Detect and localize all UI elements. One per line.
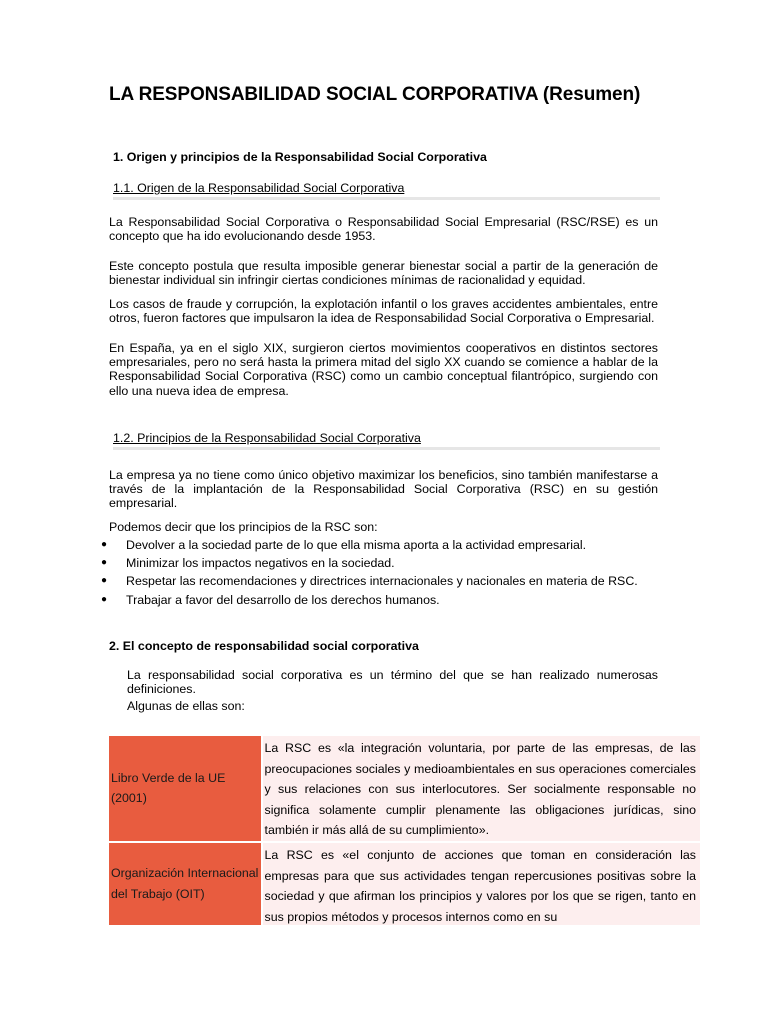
principles-list: [101, 538, 658, 611]
table-row: [109, 843, 700, 925]
list-item: [101, 593, 658, 607]
subsection-1-2-heading: [113, 431, 660, 450]
list-item: [101, 574, 658, 588]
table-row: [109, 736, 700, 841]
definition-text-cell: [263, 843, 700, 925]
definition-text: La RSC es «el conjunto de acciones que toman en consideración las empresas para que sus actividades tengan repercusiones positivas sobre la sociedad y que afirman los principios y valores por los que se rigen, tanto en sus propios métodos y procesos internos como en su: [264, 847, 696, 924]
paragraph-origin-2: Este concepto postula que resulta imposible generar bienestar social a partir de la generación de bienestar individual sin infringir ciertas condiciones mínimas de racionalidad y equidad.: [109, 259, 658, 288]
list-item: [101, 556, 658, 570]
list-item: [101, 538, 658, 552]
list-item-text: Trabajar a favor del desarrollo de los derechos humanos.: [126, 592, 440, 607]
subsection-1-1-heading: [113, 181, 660, 200]
section-2-intro: La responsabilidad social corporativa es un término del que se han realizado numerosas definiciones.: [127, 668, 658, 697]
list-item-text: Devolver a la sociedad parte de lo que ella misma aporta a la actividad empresarial.: [126, 538, 587, 552]
section-1-heading: 1. Origen y principios de la Responsabilidad Social Corporativa: [113, 150, 487, 164]
document-title: LA RESPONSABILIDAD SOCIAL CORPORATIVA (Resumen): [109, 84, 641, 105]
bullet-icon: ●: [101, 557, 108, 569]
bullet-icon: ●: [101, 539, 108, 550]
subsection-1-2-heading-text: 1.2. Principios de la Responsabilidad Social Corporativa: [113, 431, 421, 445]
definition-text: La RSC es «la integración voluntaria, por parte de las empresas, de las preocupaciones sociales y medioambientales en sus operaciones comerciales y sus relaciones con sus interlocutores. Ser socialmente responsable no significa solamente cumplir plenamente las obligaciones jurídicas, sino también ir más allá de su cumplimiento».: [263, 736, 700, 841]
section-2-heading: 2. El concepto de responsabilidad social corporativa: [109, 639, 419, 653]
definition-source: Organización Internacional del Trabajo (OIT): [109, 843, 261, 925]
principles-list-intro: Podemos decir que los principios de la RSC son:: [109, 520, 378, 534]
paragraph-principles: La empresa ya no tiene como único objetivo maximizar los beneficios, sino también manifestarse a través de la implantación de la Responsabilidad Social Corporativa (RSC) en su gestión empresarial.: [109, 468, 658, 511]
subsection-1-1-heading-text: 1.1. Origen de la Responsabilidad Social Corporativa: [113, 181, 405, 195]
paragraph-origin-1: La Responsabilidad Social Corporativa o Responsabilidad Social Empresarial (RSC/RSE) es un concepto que ha ido evolucionando desde 1953.: [109, 215, 658, 244]
section-2-intro-2: Algunas de ellas son:: [127, 699, 245, 713]
paragraph-origin-3: Los casos de fraude y corrupción, la explotación infantil o los graves accidentes ambientales, entre otros, fueron factores que impulsaron la idea de Responsabilidad Social Corporativa o Empresarial.: [109, 297, 658, 326]
definitions-table: [107, 734, 702, 927]
bullet-icon: ●: [101, 575, 108, 587]
list-item-text: Minimizar los impactos negativos en la sociedad.: [126, 556, 395, 571]
bullet-icon: ●: [101, 593, 108, 605]
definition-source: Libro Verde de la UE (2001): [109, 736, 261, 841]
list-item-text: Respetar las recomendaciones y directrices internacionales y nacionales en materia de RSC.: [126, 574, 638, 589]
paragraph-origin-4: En España, ya en el siglo XIX, surgieron ciertos movimientos cooperativos en distintos sectores empresariales, pero no será hasta la primera mitad del siglo XX cuando se comience a hablar de la Responsabilidad Social Corporativa (RSC) como un cambio conceptual filantrópico, surgiendo con ello una nueva idea de empresa.: [109, 341, 658, 398]
